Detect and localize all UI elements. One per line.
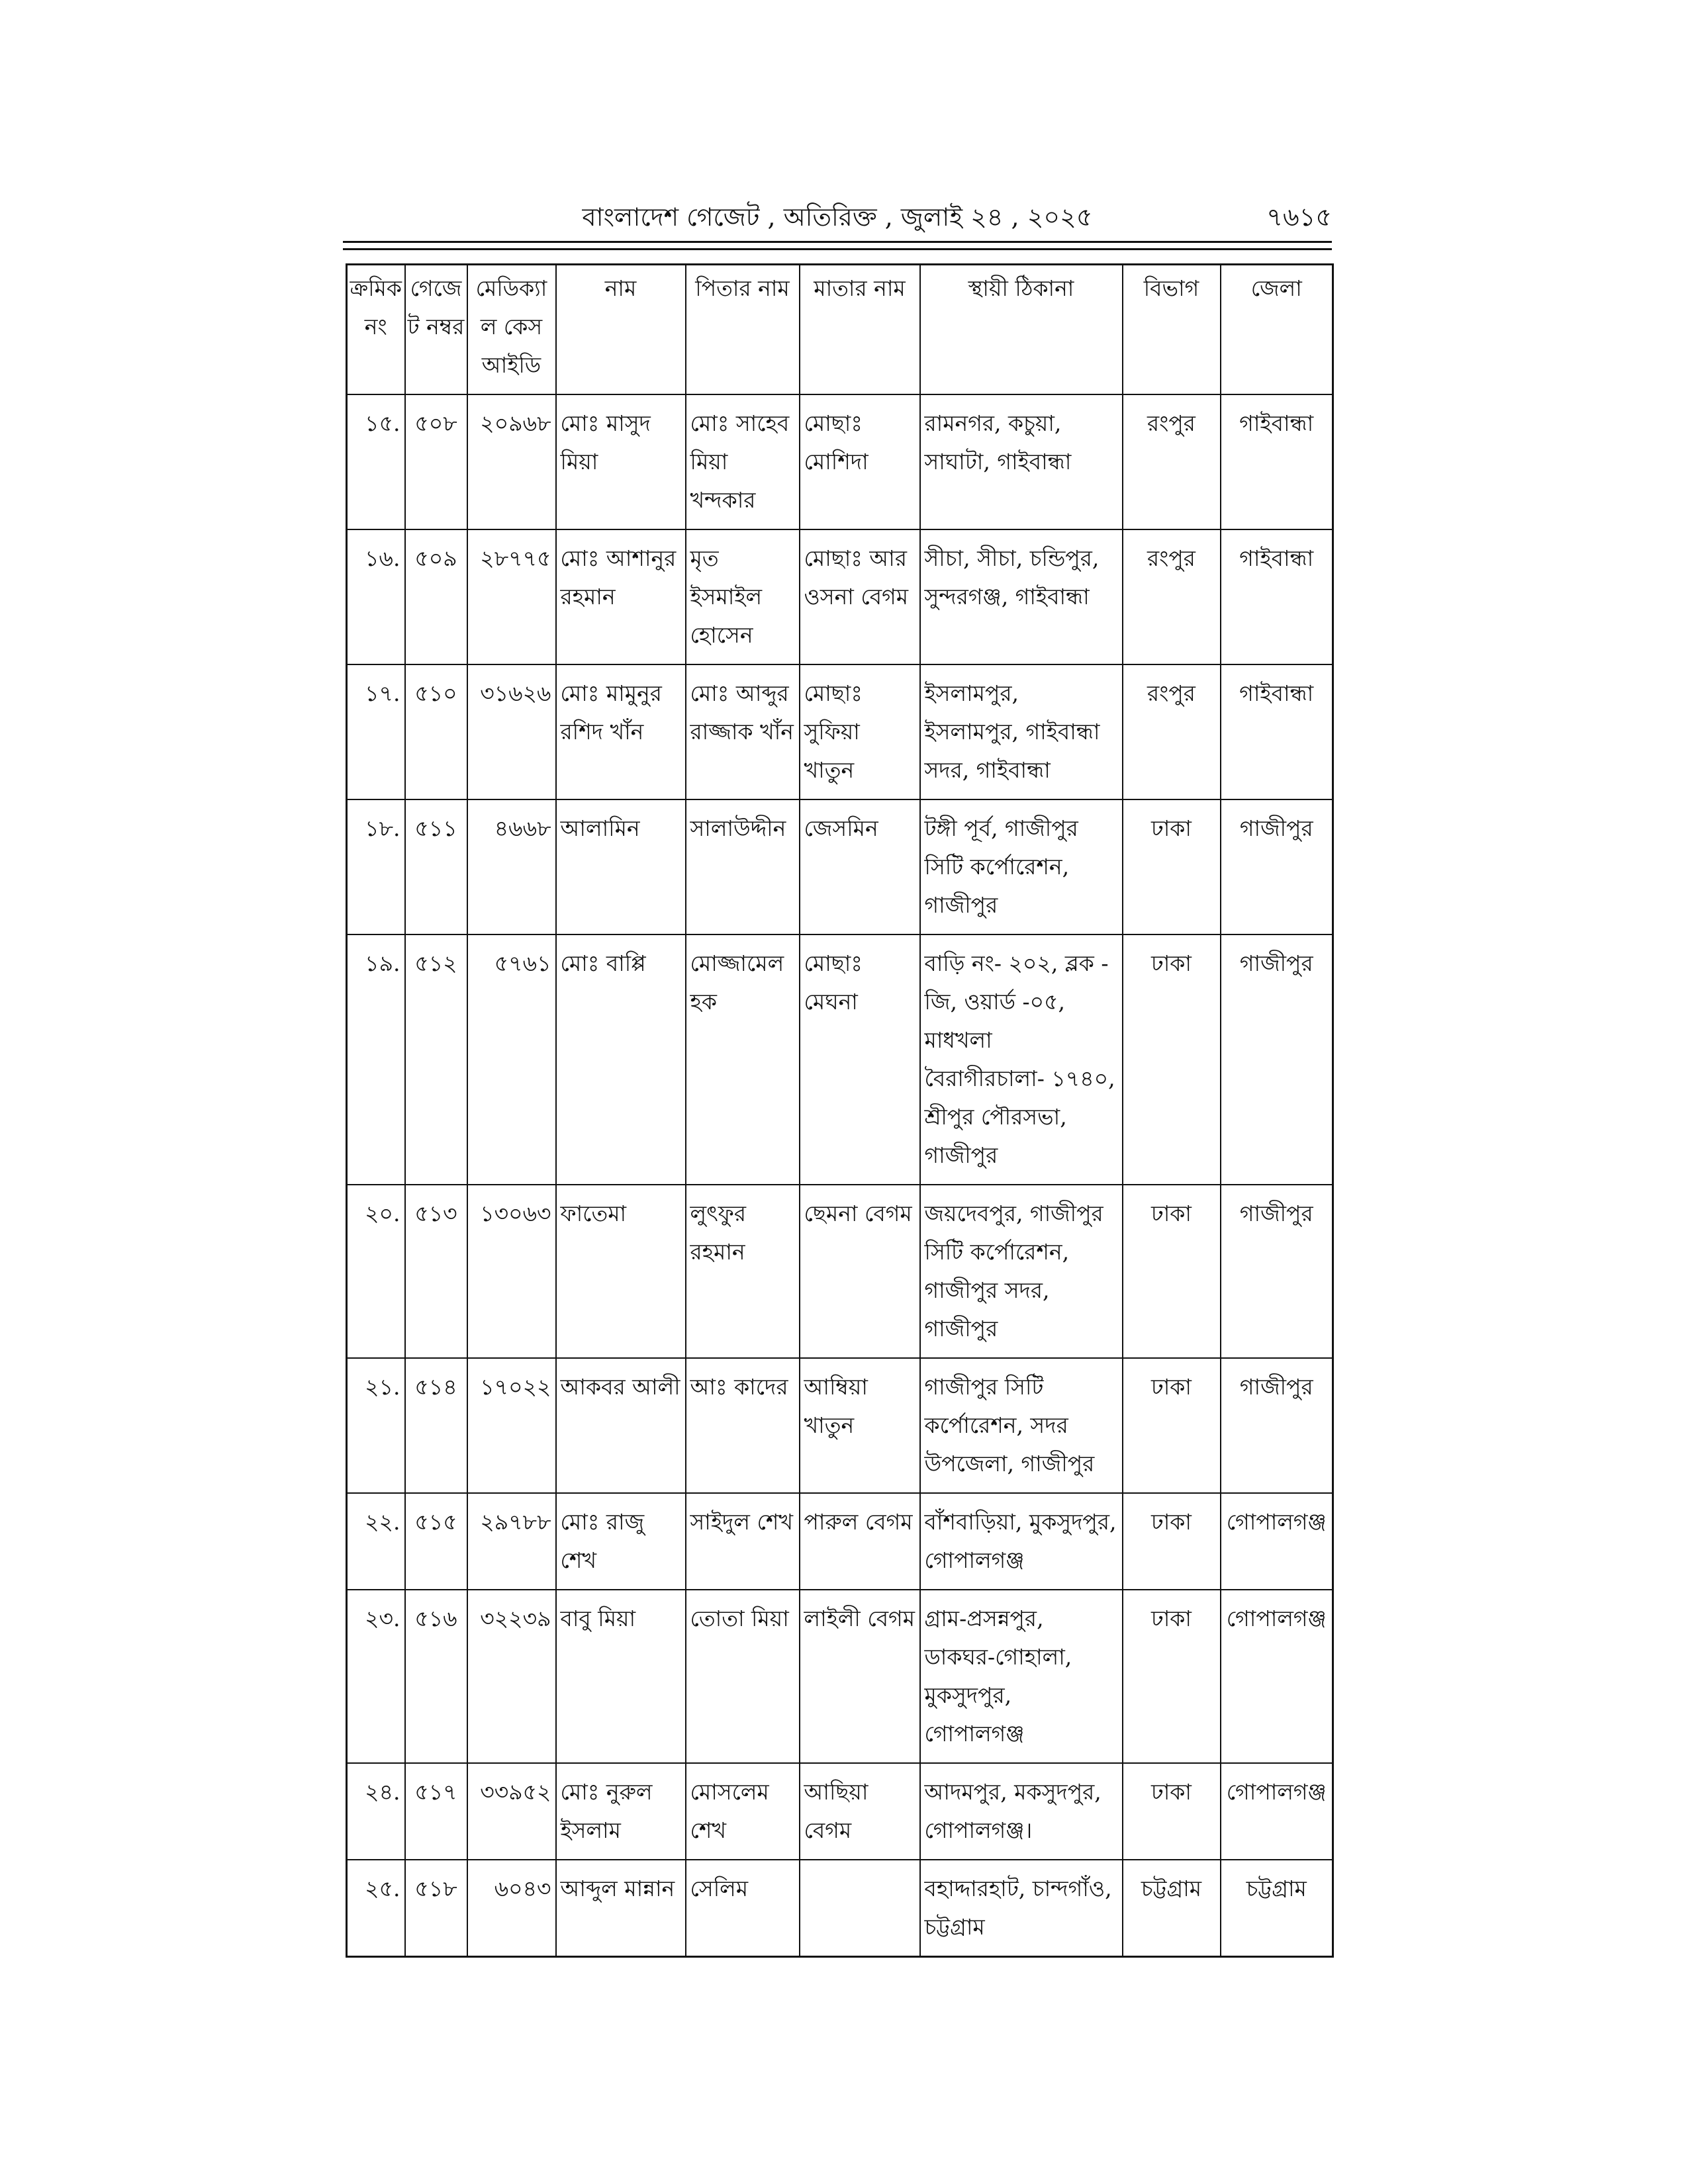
table-row: [347, 1185, 1333, 1358]
table-row: [347, 934, 1333, 1185]
cell-serial: ২০.: [347, 1185, 405, 1358]
cell-district: গাজীপুর: [1221, 1358, 1333, 1493]
header-rule-top: [343, 241, 1332, 243]
cell-district: গাইবান্ধা: [1221, 529, 1333, 664]
cell-serial: ১৭.: [347, 664, 405, 799]
table-row: [347, 1493, 1333, 1590]
cell-address: বাঁশবাড়িয়া, মুকসুদপুর, গোপালগঞ্জ: [920, 1493, 1123, 1590]
cell-serial: ২৫.: [347, 1860, 405, 1957]
cell-division: চট্টগ্রাম: [1123, 1860, 1221, 1957]
cell-division: ঢাকা: [1123, 934, 1221, 1185]
gazette-table: [346, 263, 1334, 1958]
cell-serial: ১৮.: [347, 799, 405, 934]
cell-father: মোসলেম শেখ: [686, 1763, 800, 1860]
cell-father: সাইদুল শেখ: [686, 1493, 800, 1590]
cell-division: রংপুর: [1123, 529, 1221, 664]
cell-name: বাবু মিয়া: [556, 1590, 686, 1763]
cell-mother: [800, 1860, 920, 1957]
cell-address: সীচা, সীচা, চন্ডিপুর, সুন্দরগঞ্জ, গাইবান্ধা: [920, 529, 1123, 664]
cell-mother: পারুল বেগম: [800, 1493, 920, 1590]
cell-case-id: ২৮৭৭৫: [467, 529, 556, 664]
cell-case-id: ৩২২৩৯: [467, 1590, 556, 1763]
table-body: [347, 394, 1333, 1957]
cell-father: মোজ্জামেল হক: [686, 934, 800, 1185]
cell-division: ঢাকা: [1123, 1185, 1221, 1358]
column-header-mother: মাতার নাম: [800, 265, 920, 395]
column-header-division: বিভাগ: [1123, 265, 1221, 395]
cell-mother: ছেমনা বেগম: [800, 1185, 920, 1358]
cell-name: আলামিন: [556, 799, 686, 934]
column-header-case-id: মেডিক্যাল কেস আইডি: [467, 265, 556, 395]
cell-gazette-no: ৫১৬: [405, 1590, 467, 1763]
cell-father: মোঃ সাহেব মিয়া খন্দকার: [686, 394, 800, 529]
cell-case-id: ৬০৪৩: [467, 1860, 556, 1957]
cell-father: আঃ কাদের: [686, 1358, 800, 1493]
cell-division: ঢাকা: [1123, 1763, 1221, 1860]
cell-gazette-no: ৫১৭: [405, 1763, 467, 1860]
table-row: [347, 799, 1333, 934]
table-header: [347, 265, 1333, 395]
header-row: [347, 265, 1333, 395]
table-row: [347, 1860, 1333, 1957]
cell-mother: মোছাঃ সুফিয়া খাতুন: [800, 664, 920, 799]
cell-gazette-no: ৫১৪: [405, 1358, 467, 1493]
cell-serial: ২১.: [347, 1358, 405, 1493]
table-row: [347, 664, 1333, 799]
cell-district: গাজীপুর: [1221, 934, 1333, 1185]
cell-address: ইসলামপুর, ইসলামপুর, গাইবান্ধা সদর, গাইবান্ধা: [920, 664, 1123, 799]
column-header-name: নাম: [556, 265, 686, 395]
column-header-father: পিতার নাম: [686, 265, 800, 395]
cell-district: গোপালগঞ্জ: [1221, 1763, 1333, 1860]
cell-name: ফাতেমা: [556, 1185, 686, 1358]
cell-name: মোঃ বাপ্পি: [556, 934, 686, 1185]
table-row: [347, 1763, 1333, 1860]
cell-district: গাইবান্ধা: [1221, 394, 1333, 529]
cell-gazette-no: ৫১৩: [405, 1185, 467, 1358]
cell-gazette-no: ৫১০: [405, 664, 467, 799]
cell-mother: আছিয়া বেগম: [800, 1763, 920, 1860]
cell-address: গ্রাম-প্রসন্নপুর, ডাকঘর-গোহালা, মুকসুদপুর, গোপালগঞ্জ: [920, 1590, 1123, 1763]
page-header: [343, 197, 1332, 237]
cell-father: লুৎফুর রহমান: [686, 1185, 800, 1358]
cell-gazette-no: ৫১২: [405, 934, 467, 1185]
cell-father: তোতা মিয়া: [686, 1590, 800, 1763]
cell-district: গোপালগঞ্জ: [1221, 1590, 1333, 1763]
cell-district: গোপালগঞ্জ: [1221, 1493, 1333, 1590]
cell-district: চট্টগ্রাম: [1221, 1860, 1333, 1957]
table-row: [347, 1590, 1333, 1763]
cell-division: ঢাকা: [1123, 1590, 1221, 1763]
cell-father: মৃত ইসমাইল হোসেন: [686, 529, 800, 664]
cell-father: সালাউদ্দীন: [686, 799, 800, 934]
cell-division: রংপুর: [1123, 664, 1221, 799]
cell-serial: ১৯.: [347, 934, 405, 1185]
cell-name: মোঃ নুরুল ইসলাম: [556, 1763, 686, 1860]
cell-mother: মোছাঃ মোশিদা: [800, 394, 920, 529]
table-row: [347, 529, 1333, 664]
cell-serial: ২৩.: [347, 1590, 405, 1763]
cell-case-id: ৫৭৬১: [467, 934, 556, 1185]
cell-serial: ২২.: [347, 1493, 405, 1590]
cell-address: আদমপুর, মকসুদপুর, গোপালগঞ্জ।: [920, 1763, 1123, 1860]
cell-case-id: ১৭০২২: [467, 1358, 556, 1493]
cell-case-id: ৩১৬২৬: [467, 664, 556, 799]
cell-name: মোঃ আশানুর রহমান: [556, 529, 686, 664]
cell-case-id: ২০৯৬৮: [467, 394, 556, 529]
cell-address: টঙ্গী পূর্ব, গাজীপুর সিটি কর্পোরেশন, গাজীপুর: [920, 799, 1123, 934]
cell-district: গাইবান্ধা: [1221, 664, 1333, 799]
cell-name: মোঃ মাসুদ মিয়া: [556, 394, 686, 529]
cell-gazette-no: ৫০৯: [405, 529, 467, 664]
column-header-address: স্থায়ী ঠিকানা: [920, 265, 1123, 395]
cell-address: বহাদ্দারহাট, চান্দগাঁও, চট্টগ্রাম: [920, 1860, 1123, 1957]
cell-name: মোঃ মামুনুর রশিদ খাঁন: [556, 664, 686, 799]
cell-address: বাড়ি নং- ২০২, ব্লক - জি, ওয়ার্ড -০৫, মাধখলা বৈরাগীরচালা- ১৭৪০, শ্রীপুর পৌরসভা, গাজীপুর: [920, 934, 1123, 1185]
cell-mother: আম্বিয়া খাতুন: [800, 1358, 920, 1493]
cell-name: আকবর আলী: [556, 1358, 686, 1493]
cell-address: রামনগর, কচুয়া, সাঘাটা, গাইবান্ধা: [920, 394, 1123, 529]
cell-name: মোঃ রাজু শেখ: [556, 1493, 686, 1590]
table-row: [347, 1358, 1333, 1493]
cell-gazette-no: ৫১১: [405, 799, 467, 934]
column-header-district: জেলা: [1221, 265, 1333, 395]
gazette-title: বাংলাদেশ গেজেট , অতিরিক্ত , জুলাই ২৪ , ২০২৫: [582, 203, 1093, 232]
cell-name: আব্দুল মান্নান: [556, 1860, 686, 1957]
cell-mother: জেসমিন: [800, 799, 920, 934]
cell-case-id: ১৩০৬৩: [467, 1185, 556, 1358]
page-number: ৭৬১৫: [1266, 203, 1332, 232]
cell-mother: লাইলী বেগম: [800, 1590, 920, 1763]
cell-division: ঢাকা: [1123, 1493, 1221, 1590]
cell-mother: মোছাঃ মেঘনা: [800, 934, 920, 1185]
cell-serial: ১৬.: [347, 529, 405, 664]
cell-case-id: ৩৩৯৫২: [467, 1763, 556, 1860]
column-header-serial: ক্রমিক নং: [347, 265, 405, 395]
cell-gazette-no: ৫১৮: [405, 1860, 467, 1957]
header-rule-bottom: [343, 248, 1332, 250]
cell-address: জয়দেবপুর, গাজীপুর সিটি কর্পোরেশন, গাজীপুর সদর, গাজীপুর: [920, 1185, 1123, 1358]
cell-case-id: ৪৬৬৮: [467, 799, 556, 934]
cell-father: মোঃ আব্দুর রাজ্জাক খাঁন: [686, 664, 800, 799]
cell-gazette-no: ৫১৫: [405, 1493, 467, 1590]
table-row: [347, 394, 1333, 529]
cell-division: ঢাকা: [1123, 1358, 1221, 1493]
cell-district: গাজীপুর: [1221, 799, 1333, 934]
cell-division: ঢাকা: [1123, 799, 1221, 934]
cell-case-id: ২৯৭৮৮: [467, 1493, 556, 1590]
cell-gazette-no: ৫০৮: [405, 394, 467, 529]
cell-address: গাজীপুর সিটি কর্পোরেশন, সদর উপজেলা, গাজীপুর: [920, 1358, 1123, 1493]
cell-serial: ২৪.: [347, 1763, 405, 1860]
cell-mother: মোছাঃ আর ওসনা বেগম: [800, 529, 920, 664]
cell-serial: ১৫.: [347, 394, 405, 529]
cell-father: সেলিম: [686, 1860, 800, 1957]
cell-district: গাজীপুর: [1221, 1185, 1333, 1358]
column-header-gazette-no: গেজেট নম্বর: [405, 265, 467, 395]
cell-division: রংপুর: [1123, 394, 1221, 529]
